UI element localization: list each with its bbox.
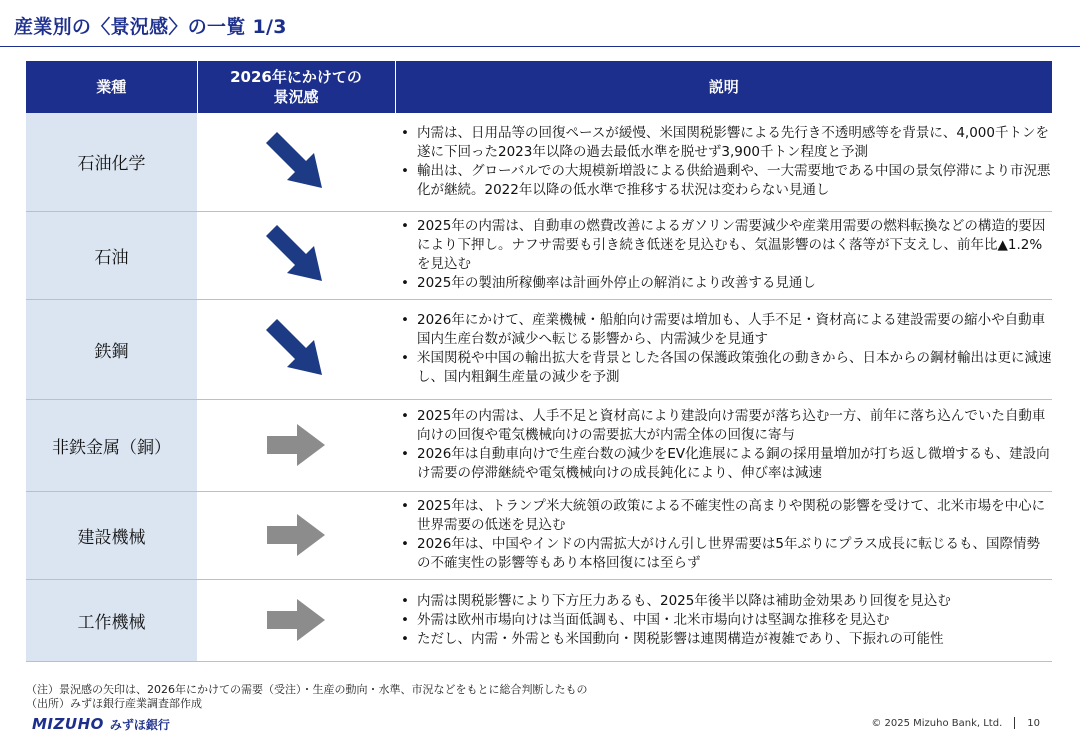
bullet-item: • 外需は欧州市場向けは当面低調も、中国・北米市場向けは堅調な推移を見込む	[395, 611, 1052, 630]
header-outlook: 2026年にかけての景況感	[197, 61, 395, 113]
table-row	[26, 491, 1052, 579]
footnote-source: （出所）みずほ銀行産業調査部作成	[26, 697, 202, 710]
bullet-item: • 2025年は、トランプ米大統領の政策による不確実性の高まりや関税の影響を受けて、北米市場を中心に世界需要の低迷を見込む	[395, 497, 1052, 535]
arrow-down-right-icon	[264, 130, 328, 194]
bullet-item: • 2026年は、中国やインドの内需拡大がけん引し世界需要は5年ぶりにプラス成長に転じるも、国際情勢の不確実性の影響等もあり本格回復には至らず	[395, 535, 1052, 573]
table-row	[26, 299, 1052, 399]
bullet-list	[395, 497, 1052, 573]
outlook-cell	[197, 299, 395, 399]
table-header-row	[26, 61, 1052, 113]
bullet-item: • 2025年の製油所稼働率は計画外停止の解消により改善する見通し	[395, 274, 1052, 293]
description-cell	[395, 299, 1052, 399]
bullet-item: • 2025年の内需は、自動車の燃費改善によるガソリン需要減少や産業用需要の燃料転換などの構造的要因により下押し。ナフサ需要も引き続き低迷を見込むも、気温影響のはく落等が下支えし、前年比▲1.2%を見込む	[395, 217, 1052, 274]
footer-divider	[1014, 717, 1015, 729]
arrow-right-icon	[263, 597, 329, 643]
outlook-cell	[197, 399, 395, 491]
description-cell	[395, 211, 1052, 299]
copyright: © 2025 Mizuho Bank, Ltd.	[871, 717, 1003, 729]
arrow-down-right-icon	[264, 317, 328, 381]
description-cell	[395, 579, 1052, 661]
footnote-note: （注）景況感の矢印は、2026年にかけての需要（受注）・生産の動向・水準、市況などをもとに総合判断したもの	[26, 683, 588, 696]
bullet-item: • 2025年の内需は、人手不足と資材高により建設向け需要が落ち込む一方、前年に落ち込んでいた自動車向けの回復や電気機械向けの需要拡大が内需全体の回復に寄与	[395, 407, 1052, 445]
bullet-item: • 2026年は自動車向けで生産台数の減少をEV化進展による銅の採用量増加が打ち返し微増するも、建設向け需要の停滞継続や電気機械向けの成長鈍化により、伸び率は減速	[395, 445, 1052, 483]
industry-cell: 石油	[26, 211, 197, 299]
bullet-item: • 内需は関税影響により下方圧力あるも、2025年後半以降は補助金効果あり回復を見込む	[395, 592, 1052, 611]
bullet-list	[395, 217, 1052, 293]
bullet-item: • 内需は、日用品等の回復ペースが緩慢、米国関税影響による先行き不透明感等を背景に、4,000千トンを遂に下回った2023年以降の過去最低水準を脱せず3,900千トン程度と予測	[395, 124, 1052, 162]
bullet-list	[395, 311, 1052, 387]
logo-text-en: MIZUHO	[32, 715, 104, 733]
logo-text-jp: みずほ銀行	[109, 717, 170, 732]
outlook-cell	[197, 113, 395, 211]
description-cell	[395, 399, 1052, 491]
bullet-list	[395, 407, 1052, 483]
industry-cell: 鉄鋼	[26, 299, 197, 399]
arrow-right-icon	[263, 512, 329, 558]
table-row	[26, 399, 1052, 491]
industry-cell: 石油化学	[26, 113, 197, 211]
arrow-right-icon	[263, 422, 329, 468]
table-row	[26, 113, 1052, 211]
description-cell	[395, 491, 1052, 579]
bullet-list	[395, 592, 1052, 649]
industry-cell: 建設機械	[26, 491, 197, 579]
bullet-item: • 2026年にかけて、産業機械・船舶向け需要は増加も、人手不足・資材高による建設需要の縮小や自動車国内生産台数が減少へ転じる影響から、内需減少を見通す	[395, 311, 1052, 349]
bullet-item: • 米国関税や中国の輸出拡大を背景とした各国の保護政策強化の動きから、日本からの鋼材輸出は更に減速し、国内粗鋼生産量の減少を予測	[395, 349, 1052, 387]
industry-outlook-table	[26, 61, 1052, 662]
outlook-cell	[197, 491, 395, 579]
mizuho-logo	[32, 713, 170, 735]
page-number: 10	[1027, 717, 1040, 729]
arrow-down-right-icon	[264, 223, 328, 287]
page-title: 産業別の〈景況感〉の一覧 1/3	[14, 16, 287, 38]
industry-cell: 非鉄金属（銅）	[26, 399, 197, 491]
bullet-item: • ただし、内需・外需とも米国動向・関税影響は連関構造が複雑であり、下振れの可能性	[395, 630, 1052, 649]
header-description: 説明	[395, 61, 1052, 113]
bullet-item: • 輸出は、グローバルでの大規模新増設による供給過剰や、一大需要地である中国の景気停滞により市況悪化が継続。2022年以降の低水準で推移する状況は変わらない見通し	[395, 162, 1052, 200]
industry-cell: 工作機械	[26, 579, 197, 661]
description-cell	[395, 113, 1052, 211]
title-divider	[0, 46, 1080, 47]
table-row	[26, 211, 1052, 299]
header-industry: 業種	[26, 61, 197, 113]
bullet-list	[395, 124, 1052, 200]
outlook-cell	[197, 579, 395, 661]
footer	[871, 717, 1040, 729]
table-row	[26, 579, 1052, 661]
outlook-cell	[197, 211, 395, 299]
